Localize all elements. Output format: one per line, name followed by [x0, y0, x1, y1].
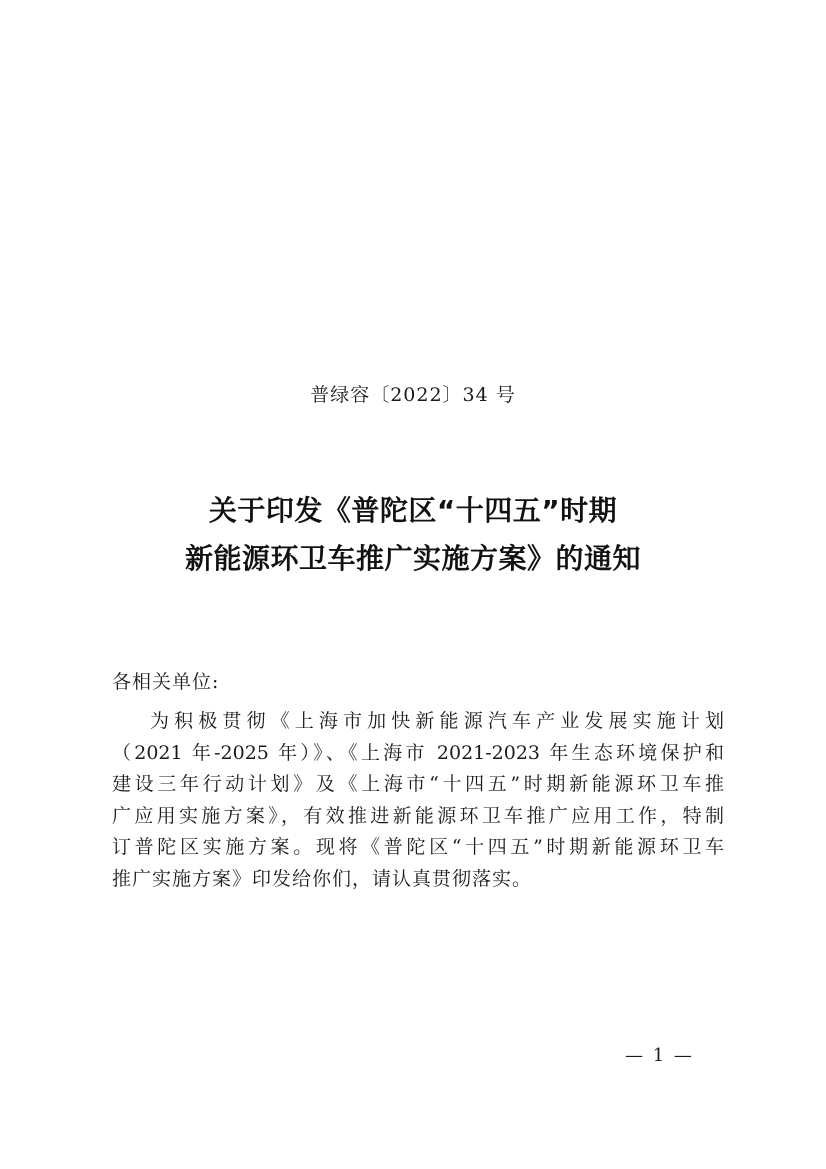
document-number: 普绿容〔2022〕34 号	[310, 384, 516, 406]
body-line-2: （2021 年-2025 年）》、《上海市 2021-2023 年生态环境保护和	[112, 741, 724, 764]
document-title	[0, 487, 826, 583]
body-paragraph	[112, 706, 724, 896]
body-line-3: 建设三年行动计划》及《上海市“十四五”时期新能源环卫车推	[112, 773, 724, 796]
salutation: 各相关单位:	[112, 671, 220, 693]
body-line-1: 为积极贯彻《上海市加快新能源汽车产业发展实施计划	[150, 710, 724, 732]
title-line-1: 关于印发《普陀区“十四五”时期	[208, 494, 618, 527]
body-line-4: 广应用实施方案》，有效推进新能源环卫车推广应用工作，特制	[112, 804, 724, 827]
body-line-6: 推广实施方案》印发给你们，请认真贯彻落实。	[112, 867, 533, 890]
body-line-5: 订普陀区实施方案。现将《普陀区“十四五”时期新能源环卫车	[112, 836, 724, 859]
page-number: — 1 —	[625, 1045, 694, 1066]
title-line-2: 新能源环卫车推广实施方案》的通知	[184, 542, 641, 575]
